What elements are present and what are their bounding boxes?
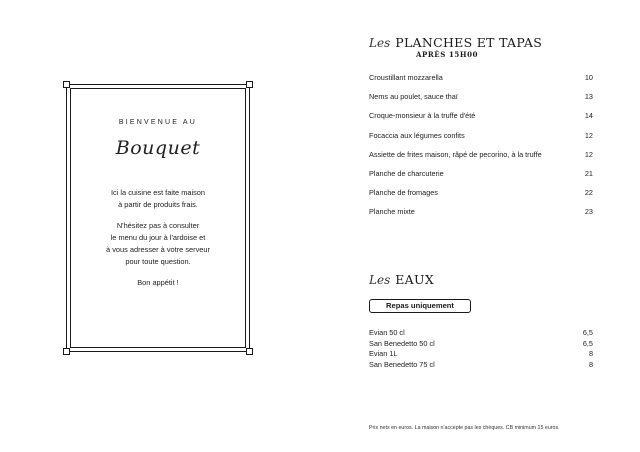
section-title-eaux xyxy=(369,272,434,287)
section-title-text: PLANCHES ET TAPAS xyxy=(395,35,543,50)
item-name: Assiette de frites maison, râpé de pecorino, à la truffe xyxy=(369,149,542,159)
item-price: 8 xyxy=(588,349,593,358)
intro-line: le menu du jour à l'ardoise et xyxy=(110,233,206,242)
item-name: Planche de fromages xyxy=(369,188,438,198)
item-name: Planche mixte xyxy=(369,207,415,217)
intro-line: Bon appétit ! xyxy=(137,278,179,287)
frame-corner-ornament xyxy=(63,348,70,355)
intro-text xyxy=(67,187,249,298)
item-price: 13 xyxy=(584,92,593,102)
menu-item xyxy=(369,169,593,188)
section-prefix: Les xyxy=(369,36,391,50)
footer-note: Prix nets en euros. La maison n'accepte pas les chèques. CB minimum 15 euros. xyxy=(369,425,560,431)
intro-line: pour toute question. xyxy=(125,257,191,266)
intro-line: à partir de produits frais. xyxy=(118,200,198,209)
item-name: Focaccia aux légumes confits xyxy=(369,130,465,140)
item-price: 12 xyxy=(584,149,593,159)
item-name: Nems au poulet, sauce thaï xyxy=(369,92,458,102)
intro-line: N'hésitez pas à consulter xyxy=(116,221,200,230)
item-name: Croustillant mozzarella xyxy=(369,73,443,82)
welcome-heading: BIENVENUE AU xyxy=(118,119,198,126)
item-name: Evian 50 cl xyxy=(369,328,405,337)
item-price: 14 xyxy=(584,111,593,121)
item-name: San Benedetto 50 cl xyxy=(369,338,435,348)
frame-corner-ornament xyxy=(63,81,70,88)
meal-only-badge: Repas uniquement xyxy=(369,299,471,313)
item-price: 21 xyxy=(584,168,593,178)
section-prefix: Les xyxy=(369,273,391,287)
intro-paragraph xyxy=(67,277,249,289)
section-title-text: EAUX xyxy=(395,272,435,287)
frame-corner-ornament xyxy=(246,348,253,355)
item-price: 10 xyxy=(584,73,593,82)
item-name: Planche de charcuterie xyxy=(369,168,444,178)
menu-item xyxy=(369,349,593,360)
brand-logo: Bouquet xyxy=(115,137,201,159)
menu-item xyxy=(369,150,593,169)
intro-line: Ici la cuisine est faite maison xyxy=(110,188,206,197)
item-price: 22 xyxy=(584,188,593,198)
welcome-card xyxy=(66,84,250,352)
intro-paragraph xyxy=(67,187,249,211)
item-name: San Benedetto 75 cl xyxy=(369,359,435,369)
item-price: 8 xyxy=(588,359,593,369)
menu-item xyxy=(369,207,593,226)
intro-paragraph xyxy=(67,220,249,268)
menu-item xyxy=(369,131,593,150)
menu-item xyxy=(369,360,593,371)
intro-line: à vous adresser à votre serveur xyxy=(106,245,210,254)
item-price: 6,5 xyxy=(582,338,593,348)
item-price: 12 xyxy=(584,130,593,140)
menu-item xyxy=(369,92,593,111)
menu-item xyxy=(369,328,593,339)
item-name: Croque-monsieur à la truffe d'été xyxy=(369,111,476,121)
planches-list xyxy=(369,73,593,227)
section-subtitle: APRÈS 15H00 xyxy=(416,50,479,59)
menu-item xyxy=(369,111,593,130)
menu-item xyxy=(369,339,593,350)
eaux-list xyxy=(369,328,593,370)
item-price: 23 xyxy=(584,207,593,217)
menu-item xyxy=(369,73,593,92)
frame-corner-ornament xyxy=(246,81,253,88)
section-title-planches xyxy=(369,35,542,50)
item-price: 6,5 xyxy=(582,328,593,337)
menu-item xyxy=(369,188,593,207)
item-name: Evian 1L xyxy=(369,349,398,358)
